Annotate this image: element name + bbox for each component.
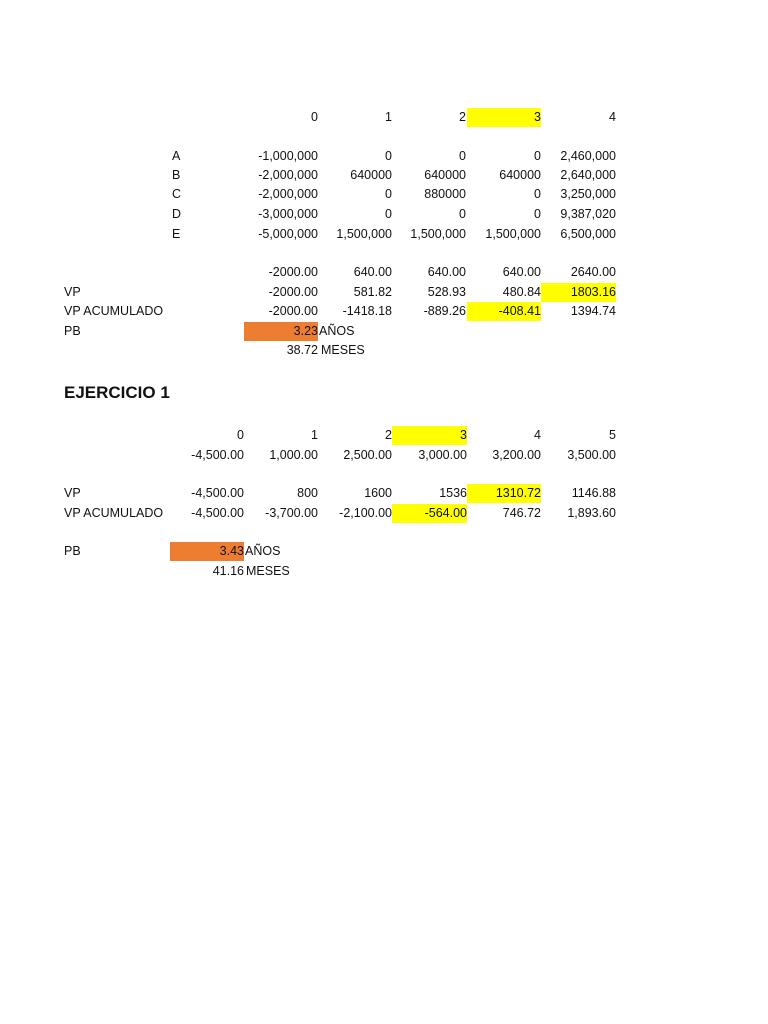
e1-pb-months-unit: MESES bbox=[246, 564, 290, 578]
table-cell: -2,000,000 bbox=[258, 187, 318, 201]
table-cell: 880000 bbox=[424, 187, 466, 201]
e1-pb-label: PB bbox=[64, 544, 81, 558]
t1-flow-cell: 2640.00 bbox=[570, 265, 616, 279]
table-cell: 0 bbox=[534, 207, 541, 221]
t1-flow-cell: 640.00 bbox=[427, 265, 466, 279]
t1-vp-acum-cell-highlighted: -408.41 bbox=[467, 302, 541, 321]
t1-vp-label: VP bbox=[64, 285, 81, 299]
project-label-b: B bbox=[172, 168, 181, 182]
table-cell: 640000 bbox=[424, 168, 466, 182]
e1-period-5: 5 bbox=[609, 428, 616, 442]
e1-flow-cell: 2,500.00 bbox=[343, 448, 392, 462]
t1-flow-cell: 640.00 bbox=[502, 265, 541, 279]
t1-period-1: 1 bbox=[385, 110, 392, 124]
table-cell: 2,640,000 bbox=[560, 168, 616, 182]
e1-pb-months-value: 41.16 bbox=[212, 564, 244, 578]
t1-pb-years-unit: AÑOS bbox=[319, 324, 355, 338]
exercise-title: EJERCICIO 1 bbox=[64, 383, 170, 402]
project-label-d: D bbox=[172, 207, 182, 221]
e1-vp-cell: 1536 bbox=[439, 486, 467, 500]
t1-vp-acum-cell: 1394.74 bbox=[570, 304, 616, 318]
t1-vp-cell: -2000.00 bbox=[268, 285, 318, 299]
e1-pb-years-value: 3.43 bbox=[170, 542, 244, 561]
e1-vp-acum-cell: -2,100.00 bbox=[339, 506, 392, 520]
table-cell: -1,000,000 bbox=[258, 149, 318, 163]
t1-period-3-highlighted: 3 bbox=[467, 108, 541, 127]
e1-vp-acumulado-label: VP ACUMULADO bbox=[64, 506, 164, 520]
e1-vp-label: VP bbox=[64, 486, 81, 500]
table-cell: -3,000,000 bbox=[258, 207, 318, 221]
table-cell: 1,500,000 bbox=[485, 227, 541, 241]
e1-vp-acum-cell: 746.72 bbox=[502, 506, 541, 520]
e1-vp-cell: 1600 bbox=[364, 486, 392, 500]
t1-vp-acum-cell: -2000.00 bbox=[268, 304, 318, 318]
e1-period-2: 2 bbox=[385, 428, 392, 442]
project-label-c: C bbox=[172, 187, 182, 201]
e1-flow-cell: 1,000.00 bbox=[269, 448, 318, 462]
t1-vp-cell: 528.93 bbox=[427, 285, 466, 299]
e1-period-0: 0 bbox=[237, 428, 244, 442]
e1-vp-acum-cell: -4,500.00 bbox=[191, 506, 244, 520]
e1-vp-cell: 800 bbox=[297, 486, 318, 500]
t1-period-2: 2 bbox=[459, 110, 466, 124]
table-cell: 0 bbox=[385, 187, 392, 201]
e1-vp-cell: 1146.88 bbox=[571, 486, 616, 500]
e1-period-3-highlighted: 3 bbox=[392, 426, 467, 445]
table-cell: -2,000,000 bbox=[258, 168, 318, 182]
table-cell: 640000 bbox=[499, 168, 541, 182]
table-cell: 1,500,000 bbox=[410, 227, 466, 241]
e1-pb-years-unit: AÑOS bbox=[245, 544, 281, 558]
table-cell: 2,460,000 bbox=[560, 149, 616, 163]
table-cell: 0 bbox=[534, 149, 541, 163]
table-cell: 0 bbox=[385, 149, 392, 163]
project-label-a: A bbox=[172, 149, 181, 163]
t1-pb-years-value: 3.23 bbox=[244, 322, 318, 341]
table-cell: 640000 bbox=[350, 168, 392, 182]
table-cell: 6,500,000 bbox=[560, 227, 616, 241]
e1-period-4: 4 bbox=[534, 428, 541, 442]
e1-vp-acum-cell: -3,700.00 bbox=[265, 506, 318, 520]
e1-vp-cell: -4,500.00 bbox=[191, 486, 244, 500]
t1-vp-acumulado-label: VP ACUMULADO bbox=[64, 304, 164, 318]
e1-period-1: 1 bbox=[311, 428, 318, 442]
t1-flow-cell: -2000.00 bbox=[268, 265, 318, 279]
e1-vp-acum-cell: 1,893.60 bbox=[567, 506, 616, 520]
t1-pb-label: PB bbox=[64, 324, 81, 338]
table-cell: 9,387,020 bbox=[560, 207, 616, 221]
e1-flow-cell: 3,200.00 bbox=[492, 448, 541, 462]
project-label-e: E bbox=[172, 227, 181, 241]
t1-vp-cell-highlighted: 1803.16 bbox=[541, 283, 616, 302]
e1-flow-cell: 3,500.00 bbox=[567, 448, 616, 462]
e1-flow-cell: 3,000.00 bbox=[418, 448, 467, 462]
e1-vp-cell-highlighted: 1310.72 bbox=[467, 484, 541, 503]
t1-period-0: 0 bbox=[311, 110, 318, 124]
t1-flow-cell: 640.00 bbox=[353, 265, 392, 279]
e1-flow-cell: -4,500.00 bbox=[191, 448, 244, 462]
t1-vp-acum-cell: -889.26 bbox=[423, 304, 466, 318]
t1-vp-cell: 480.84 bbox=[502, 285, 541, 299]
t1-period-4: 4 bbox=[609, 110, 616, 124]
table-cell: 1,500,000 bbox=[336, 227, 392, 241]
table-cell: -5,000,000 bbox=[258, 227, 318, 241]
t1-pb-months-value: 38.72 bbox=[286, 343, 318, 357]
t1-vp-acum-cell: -1418.18 bbox=[342, 304, 392, 318]
t1-pb-months-unit: MESES bbox=[321, 343, 365, 357]
e1-vp-acum-cell-highlighted: -564.00 bbox=[392, 504, 467, 523]
table-cell: 0 bbox=[459, 149, 466, 163]
table-cell: 0 bbox=[534, 187, 541, 201]
t1-vp-cell: 581.82 bbox=[353, 285, 392, 299]
table-cell: 0 bbox=[385, 207, 392, 221]
table-cell: 0 bbox=[459, 207, 466, 221]
table-cell: 3,250,000 bbox=[560, 187, 616, 201]
